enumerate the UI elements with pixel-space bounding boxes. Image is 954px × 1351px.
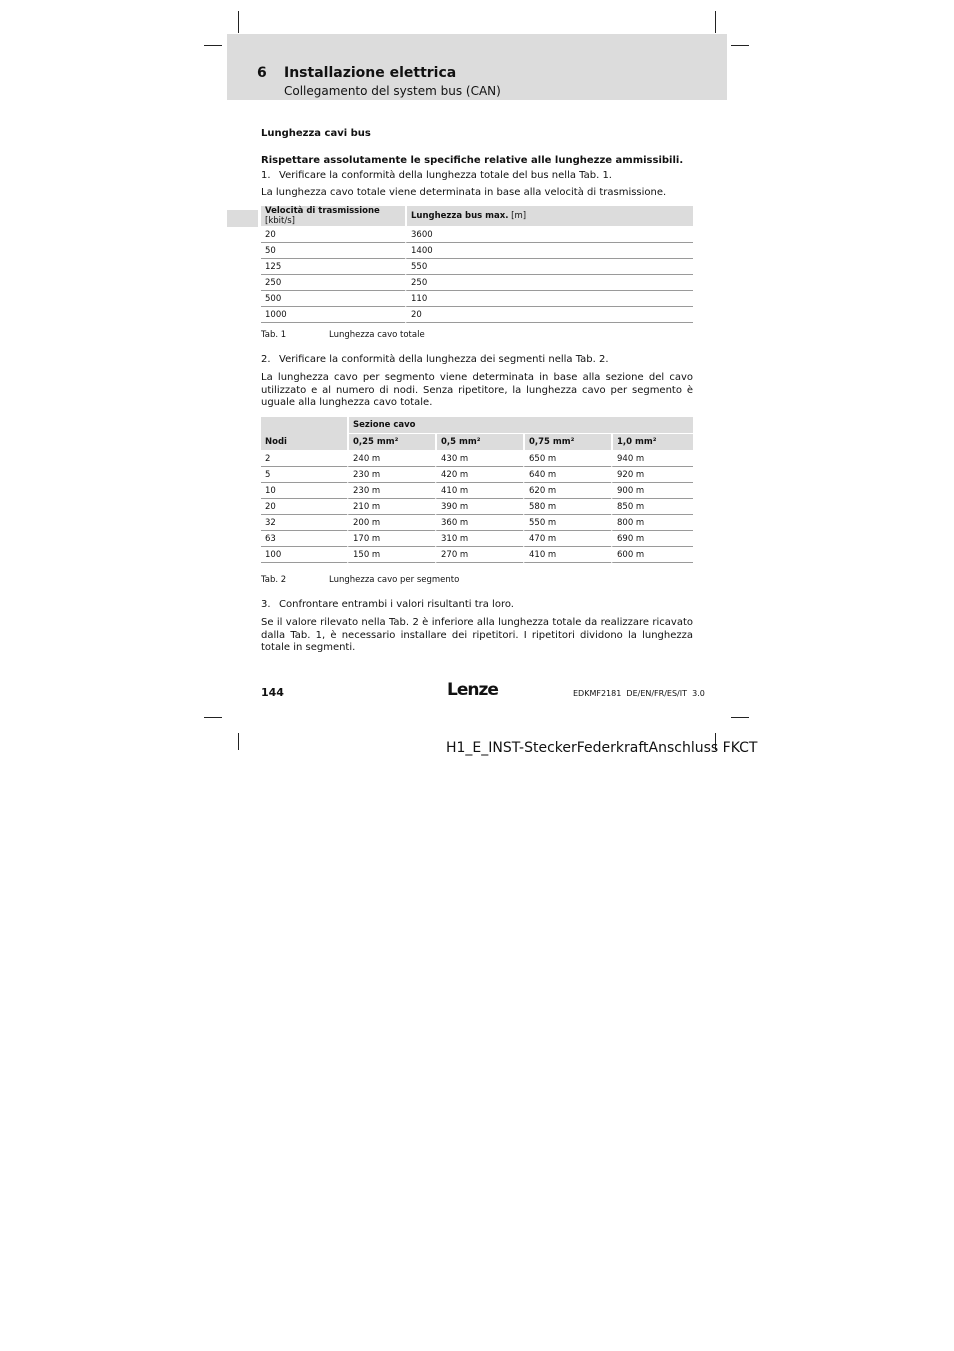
file-title: H1_E_INST-SteckerFederkraftAnschluss FKCT: [446, 740, 758, 756]
table-row: [261, 451, 693, 467]
table-row: [261, 243, 693, 259]
document-id: EDKMF2181 DE/EN/FR/ES/IT 3.0: [573, 689, 705, 698]
table-row: [261, 515, 693, 531]
table-cell: 900 m: [611, 483, 693, 499]
table-cell: 360 m: [435, 515, 523, 531]
table-row: [261, 275, 693, 291]
table-row: [261, 291, 693, 307]
side-marker: [227, 210, 258, 227]
table-header-cell: 0,5 mm²: [435, 434, 523, 451]
table-cell: 170 m: [347, 531, 435, 547]
header-bold: Lunghezza bus max.: [411, 211, 509, 221]
table-cell: 50: [261, 243, 405, 259]
table-header-cell: Nodi: [261, 417, 347, 451]
table-row: [261, 259, 693, 275]
table-header-cell: 1,0 mm²: [611, 434, 693, 451]
table-cell: 410 m: [435, 483, 523, 499]
page-number: 144: [261, 686, 284, 699]
table-row: [261, 227, 693, 243]
step-number: 1.: [261, 170, 271, 181]
step-2: [261, 354, 693, 367]
step-3: [261, 599, 693, 612]
table-cell: 550: [405, 259, 693, 275]
table-cell: 10: [261, 483, 347, 499]
table-cell: 580 m: [523, 499, 611, 515]
table-cell: 250: [261, 275, 405, 291]
table-cell: 150 m: [347, 547, 435, 563]
table-cell: 390 m: [435, 499, 523, 515]
table-cell: 20: [405, 307, 693, 323]
table-caption-text: Lunghezza cavo totale: [329, 330, 425, 340]
table-cell: 230 m: [347, 483, 435, 499]
header-unit: [m]: [508, 211, 527, 221]
table-cell: 800 m: [611, 515, 693, 531]
table-cell: 3600: [405, 227, 693, 243]
subheading: Lunghezza cavi bus: [261, 128, 371, 139]
section-title: Collegamento del system bus (CAN): [284, 84, 501, 98]
step-number: 3.: [261, 599, 271, 610]
table-cell: 940 m: [611, 451, 693, 467]
table-header-cell: [405, 206, 693, 227]
table-cell: 430 m: [435, 451, 523, 467]
table-cell: 110: [405, 291, 693, 307]
crop-mark: [204, 717, 222, 718]
table-segment-length: [261, 417, 693, 563]
table-cell: 20: [261, 499, 347, 515]
crop-mark: [731, 45, 749, 46]
table-row: [261, 483, 693, 499]
table-cell: 690 m: [611, 531, 693, 547]
table-header-cell: 0,75 mm²: [523, 434, 611, 451]
table-cell: 125: [261, 259, 405, 275]
table-cell: 650 m: [523, 451, 611, 467]
paragraph: La lunghezza cavo per segmento viene determinata in base alla sezione del cavo utilizzato e al numero di nodi. Senza ripetitore, la lunghezza cavo per segmento è uguale alla lunghezza cavo totale.: [261, 372, 693, 408]
table-row: [261, 499, 693, 515]
table-cell: 850 m: [611, 499, 693, 515]
crop-mark: [731, 717, 749, 718]
table-cell: 600 m: [611, 547, 693, 563]
table-caption-label: Tab. 1: [261, 330, 287, 340]
table-cell: 32: [261, 515, 347, 531]
table-cell: 550 m: [523, 515, 611, 531]
table-group-header: Sezione cavo: [347, 417, 693, 434]
paragraph: Se il valore rilevato nella Tab. 2 è inferiore alla lunghezza totale da realizzare ricavato dalla Tab. 1, è necessario installare dei ripetitori. I ripetitori dividono la lunghezza totale in segmenti.: [261, 617, 693, 653]
table-cell: 210 m: [347, 499, 435, 515]
paragraph: La lunghezza cavo totale viene determinata in base alla velocità di trasmissione.: [261, 187, 667, 198]
table-cell: 63: [261, 531, 347, 547]
table-cell: 420 m: [435, 467, 523, 483]
table-caption-label: Tab. 2: [261, 575, 287, 585]
table-cell: 2: [261, 451, 347, 467]
table-row: [261, 467, 693, 483]
table-cell: 310 m: [435, 531, 523, 547]
table-cell: 250: [405, 275, 693, 291]
step-number: 2.: [261, 354, 271, 365]
table-bus-length: [261, 206, 693, 323]
chapter-title: Installazione elettrica: [284, 65, 457, 81]
table-cell: 500: [261, 291, 405, 307]
table-cell: 5: [261, 467, 347, 483]
table-cell: 20: [261, 227, 405, 243]
table-cell: 270 m: [435, 547, 523, 563]
step-text: Verificare la conformità della lunghezza dei segmenti nella Tab. 2.: [279, 354, 609, 365]
table-header-row: [261, 206, 693, 227]
table-cell: 200 m: [347, 515, 435, 531]
table-row: [261, 307, 693, 323]
crop-mark: [204, 45, 222, 46]
table-cell: 470 m: [523, 531, 611, 547]
table-cell: 230 m: [347, 467, 435, 483]
step-1: [261, 170, 693, 183]
step-text: Verificare la conformità della lunghezza totale del bus nella Tab. 1.: [279, 170, 612, 181]
table-header-cell: [261, 206, 405, 227]
table-cell: 640 m: [523, 467, 611, 483]
table-row: [261, 547, 693, 563]
lenze-logo: Lenze: [447, 680, 498, 700]
crop-mark: [238, 733, 239, 750]
table-cell: 920 m: [611, 467, 693, 483]
warning-text: Rispettare assolutamente le specifiche relative alle lunghezze ammissibili.: [261, 155, 684, 166]
crop-mark: [715, 11, 716, 33]
table-row: [261, 531, 693, 547]
table-cell: 1400: [405, 243, 693, 259]
table-cell: 100: [261, 547, 347, 563]
header-unit: [kbit/s]: [265, 216, 295, 226]
table-cell: 410 m: [523, 547, 611, 563]
table-header-row: [261, 417, 693, 434]
table-header-cell: 0,25 mm²: [347, 434, 435, 451]
table-cell: 620 m: [523, 483, 611, 499]
table-caption-text: Lunghezza cavo per segmento: [329, 575, 460, 585]
step-text: Confrontare entrambi i valori risultanti tra loro.: [279, 599, 514, 610]
chapter-number: 6: [257, 65, 267, 81]
crop-mark: [238, 11, 239, 33]
header-bold: Velocità di trasmissione: [265, 206, 380, 216]
table-cell: 1000: [261, 307, 405, 323]
table-cell: 240 m: [347, 451, 435, 467]
